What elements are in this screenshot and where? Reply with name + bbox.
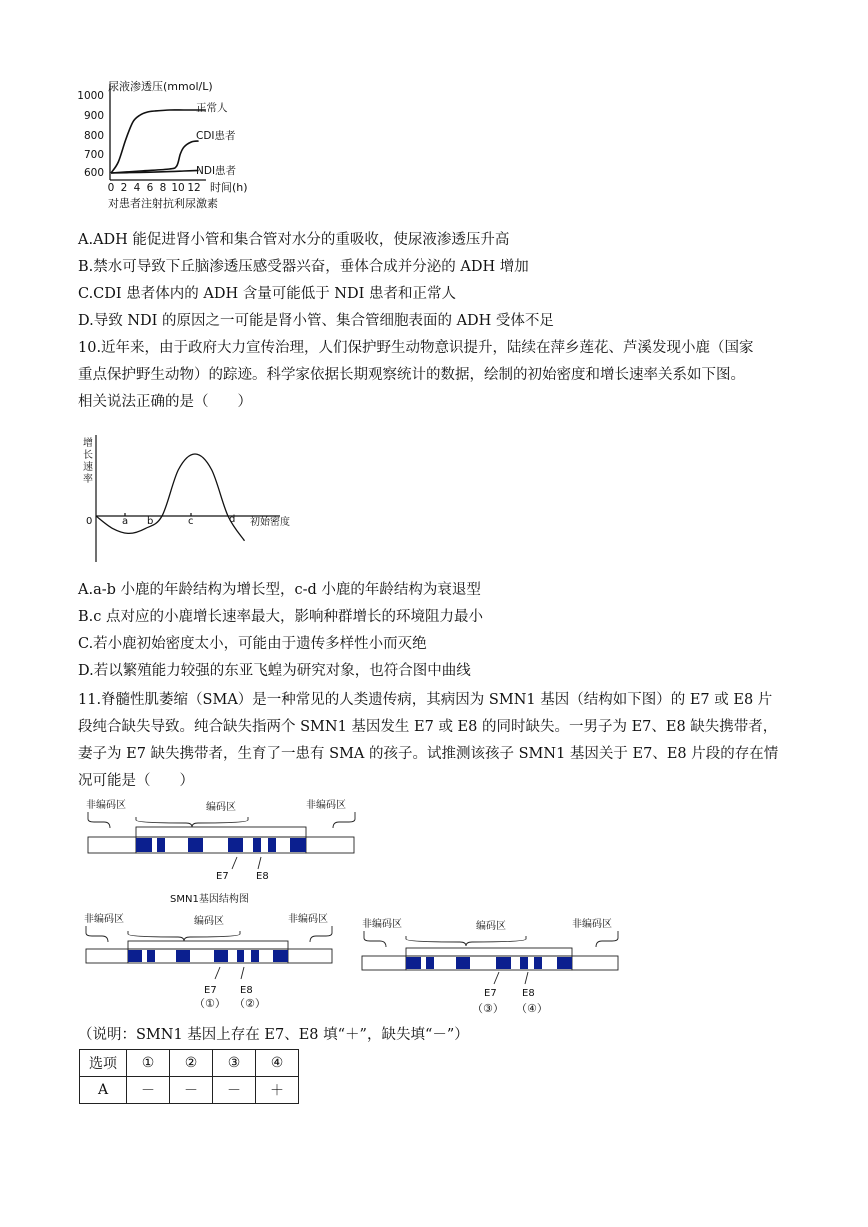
chart1-xtick: 2 (120, 182, 128, 194)
coding-label: 编码区 (476, 921, 506, 932)
table-header-cell: ② (170, 1050, 213, 1077)
chart1-ylabel: 尿液渗透压(mmol/L) (108, 80, 213, 93)
chart1-xtick: 8 (159, 182, 167, 194)
e7-label: E7 (216, 871, 229, 882)
q10-stem-line: 重点保护野生动物）的踪迹。科学家依据长期观察统计的数据，绘制的初始密度和增长速率关系如下图。 (78, 367, 745, 383)
chart1-ytick: 600 (83, 167, 104, 179)
mark-1: （①） (194, 997, 226, 1010)
chart1-xlabel: 时间(h) (210, 181, 248, 194)
e8-label: E8 (256, 871, 269, 882)
table-cell: － (127, 1077, 170, 1104)
coding-label: 编码区 (194, 916, 224, 927)
table-cell: ＋ (256, 1077, 299, 1104)
q11-options-table (79, 1049, 299, 1104)
chart1-xtick: 0 (107, 182, 115, 194)
chart1-xtick: 6 (146, 182, 154, 194)
q9-option-a: A.ADH 能促进肾小管和集合管对水分的重吸收，使尿液渗透压升高 (78, 232, 510, 248)
q11-stem-line: 况可能是（ ） (78, 773, 194, 789)
chart2-ylabel-char: 速 (83, 462, 93, 473)
chart2-ylabel-char: 率 (83, 474, 93, 485)
q10-option-b: B.c 点对应的小鹿增长速率最大，影响种群增长的环境阻力最小 (78, 609, 483, 625)
q10-option-d: D.若以繁殖能力较强的东亚飞蝗为研究对象，也符合图中曲线 (78, 663, 471, 679)
chart2-point-b: b (147, 516, 154, 527)
q9-option-b: B.禁水可导致下丘脑渗透压感受器兴奋，垂体合成并分泌的 ADH 增加 (78, 259, 529, 275)
chart2-ylabel-char: 增 (83, 438, 93, 449)
noncoding-label-right: 非编码区 (572, 919, 612, 930)
noncoding-label-right: 非编码区 (306, 800, 346, 811)
chart2-xlabel: 初始密度 (250, 517, 290, 528)
osmolality-chart (70, 70, 270, 215)
curve-label-cdi: CDI患者 (196, 130, 236, 142)
table-cell: － (170, 1077, 213, 1104)
table-header-cell: ① (127, 1050, 170, 1077)
q11-stem-line: 段纯合缺失导致。纯合缺失指两个 SMN1 基因发生 E7 或 E8 的同时缺失。一男子为 E7、E8 缺失携带者， (78, 719, 778, 735)
curve-label-normal: 正常人 (196, 102, 228, 114)
growth-rate-chart (80, 430, 310, 570)
e7-label: E7 (484, 988, 497, 999)
chart1-caption: 对患者注射抗利尿激素 (108, 197, 218, 210)
coding-label: 编码区 (206, 802, 236, 813)
q10-option-a: A.a-b 小鹿的年龄结构为增长型，c-d 小鹿的年龄结构为衰退型 (78, 582, 481, 598)
mark-3: （③） (472, 1002, 504, 1015)
table-header-cell: ③ (213, 1050, 256, 1077)
table-row (80, 1077, 299, 1104)
curve-label-ndi: NDI患者 (196, 165, 237, 177)
chart1-ytick: 800 (83, 130, 104, 142)
mark-4: （④） (516, 1002, 548, 1015)
table-header-cell: 选项 (80, 1050, 127, 1077)
noncoding-label-left: 非编码区 (86, 800, 126, 811)
smn1-gene-diagram (80, 795, 370, 905)
e8-label: E8 (240, 985, 253, 996)
table-header-cell: ④ (256, 1050, 299, 1077)
chart2-point-a: a (122, 516, 129, 527)
q10-stem-line: 10.近年来，由于政府大力宣传治理，人们保护野生动物意识提升，陆续在萍乡莲花、芦溪发现小鹿（国家 (78, 340, 754, 356)
chart2-point-c: c (188, 516, 194, 527)
chart1-xtick: 12 (187, 182, 201, 194)
smn1-gene-diagram-2 (358, 910, 628, 1020)
chart1-ytick: 900 (83, 110, 104, 122)
chart1-ytick: 1000 (77, 90, 104, 102)
growth-rate-curve (96, 454, 245, 541)
table-header-row (80, 1050, 299, 1077)
chart2-origin-label: 0 (86, 516, 93, 527)
noncoding-label-left: 非编码区 (84, 914, 124, 925)
q11-stem-line: 11.脊髓性肌萎缩（SMA）是一种常见的人类遗传病，其病因为 SMN1 基因（结构如下图）的 E7 或 E8 片 (78, 692, 773, 708)
q10-stem-line: 相关说法正确的是（ ） (78, 394, 252, 410)
mark-2: （②） (234, 997, 266, 1010)
smn1-gene-diagram-1 (80, 905, 340, 1015)
chart2-ylabel-char: 长 (83, 450, 93, 461)
q9-option-c: C.CDI 患者体内的 ADH 含量可能低于 NDI 患者和正常人 (78, 286, 456, 302)
chart1-xtick: 4 (133, 182, 141, 194)
chart1-ytick: 700 (83, 149, 104, 161)
e8-label: E8 (522, 988, 535, 999)
q9-option-d: D.导致 NDI 的原因之一可能是肾小管、集合管细胞表面的 ADH 受体不足 (78, 313, 554, 329)
table-cell: － (213, 1077, 256, 1104)
chart1-xtick: 10 (171, 182, 185, 194)
q11-stem-line: 妻子为 E7 缺失携带者，生育了一患有 SMA 的孩子。试推测该孩子 SMN1 基因关于 E7、E8 片段的存在情 (78, 746, 779, 762)
e7-label: E7 (204, 985, 217, 996)
chart2-point-d: d (229, 514, 236, 525)
table-cell: A (80, 1077, 127, 1104)
noncoding-label-right: 非编码区 (288, 914, 328, 925)
q10-option-c: C.若小鹿初始密度太小，可能由于遗传多样性小而灭绝 (78, 636, 427, 652)
diagram-title: SMN1基因结构图 (170, 894, 249, 905)
q11-note: （说明：SMN1 基因上存在 E7、E8 填“＋”，缺失填“－”） (78, 1027, 469, 1043)
noncoding-label-left: 非编码区 (362, 919, 402, 930)
